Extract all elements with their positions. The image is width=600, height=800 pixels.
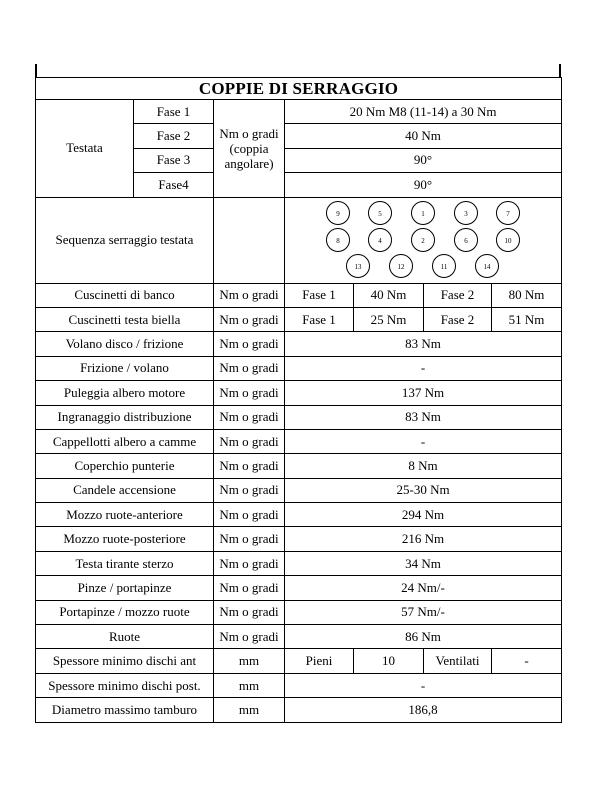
row-unit: Nm o gradi <box>214 332 285 356</box>
phase-value: 80 Nm <box>492 283 562 307</box>
vented-disc-label: Ventilati <box>424 649 492 673</box>
row-unit: Nm o gradi <box>214 381 285 405</box>
bolt-circle: 11 <box>432 254 456 278</box>
table-row <box>36 454 562 478</box>
table-row <box>36 332 562 356</box>
testata-value: 40 Nm <box>285 124 562 148</box>
bolt-circle: 3 <box>454 201 478 225</box>
row-label: Ruote <box>36 625 214 649</box>
table-row <box>36 551 562 575</box>
bolt-circle: 13 <box>346 254 370 278</box>
row-label: Cappellotti albero a camme <box>36 429 214 453</box>
row-value: - <box>285 356 562 380</box>
row-label: Spessore minimo dischi post. <box>36 673 214 697</box>
row-value: 24 Nm/- <box>285 576 562 600</box>
bolt-circle: 4 <box>368 228 392 252</box>
row-value: 8 Nm <box>285 454 562 478</box>
row-value: 86 Nm <box>285 625 562 649</box>
phase-value: 25 Nm <box>354 307 424 331</box>
row-label: Mozzo ruote-posteriore <box>36 527 214 551</box>
testata-value: 90° <box>285 148 562 172</box>
row-label: Mozzo ruote-anteriore <box>36 503 214 527</box>
row-value: 34 Nm <box>285 551 562 575</box>
table-row <box>36 600 562 624</box>
table-row <box>36 381 562 405</box>
table-row <box>36 356 562 380</box>
row-label: Pinze / portapinze <box>36 576 214 600</box>
row-value: - <box>285 673 562 697</box>
bolt-sequence-diagram <box>285 198 561 283</box>
row-unit: Nm o gradi <box>214 454 285 478</box>
table-row <box>36 478 562 502</box>
bolt-circle: 14 <box>475 254 499 278</box>
row-unit: Nm o gradi <box>214 551 285 575</box>
table-row <box>36 503 562 527</box>
sequence-diagram-cell <box>285 197 562 283</box>
row-unit: mm <box>214 649 285 673</box>
row-value: 294 Nm <box>285 503 562 527</box>
testata-unit: Nm o gradi (coppia angolare) <box>214 100 285 198</box>
row-unit: Nm o gradi <box>214 600 285 624</box>
sequence-row <box>36 197 562 283</box>
table-row <box>36 405 562 429</box>
drum-row <box>36 698 562 722</box>
table-row <box>36 527 562 551</box>
row-label: Coperchio punterie <box>36 454 214 478</box>
testata-value: 20 Nm M8 (11-14) a 30 Nm <box>285 100 562 124</box>
row-value: 216 Nm <box>285 527 562 551</box>
disc-rear-row <box>36 673 562 697</box>
bolt-circle: 2 <box>411 228 435 252</box>
bolt-circle: 1 <box>411 201 435 225</box>
row-label: Cuscinetti testa biella <box>36 307 214 331</box>
phase-label: Fase 2 <box>424 283 492 307</box>
sequence-label: Sequenza serraggio testata <box>36 197 214 283</box>
row-label: Spessore minimo dischi ant <box>36 649 214 673</box>
solid-disc-label: Pieni <box>285 649 354 673</box>
row-label: Portapinze / mozzo ruote <box>36 600 214 624</box>
table-title: COPPIE DI SERRAGGIO <box>36 78 562 100</box>
row-unit: Nm o gradi <box>214 405 285 429</box>
row-label: Ingranaggio distribuzione <box>36 405 214 429</box>
row-label: Diametro massimo tamburo <box>36 698 214 722</box>
bolt-circle: 5 <box>368 201 392 225</box>
solid-disc-value: 10 <box>354 649 424 673</box>
row-label: Candele accensione <box>36 478 214 502</box>
phase-value: 51 Nm <box>492 307 562 331</box>
row-label: Volano disco / frizione <box>36 332 214 356</box>
row-unit: Nm o gradi <box>214 307 285 331</box>
row-value: 25-30 Nm <box>285 478 562 502</box>
disc-front-row <box>36 649 562 673</box>
row-label: Cuscinetti di banco <box>36 283 214 307</box>
torque-table <box>35 77 562 723</box>
phase-label: Fase 1 <box>285 283 354 307</box>
row-label: Puleggia albero motore <box>36 381 214 405</box>
row-unit: Nm o gradi <box>214 576 285 600</box>
testata-phase: Fase 2 <box>134 124 214 148</box>
row-value: 83 Nm <box>285 332 562 356</box>
phase-value: 40 Nm <box>354 283 424 307</box>
row-unit: Nm o gradi <box>214 356 285 380</box>
sequence-unit <box>214 197 285 283</box>
phase-label: Fase 1 <box>285 307 354 331</box>
table-row <box>36 429 562 453</box>
row-value: 83 Nm <box>285 405 562 429</box>
row-unit: Nm o gradi <box>214 625 285 649</box>
row-value: 186,8 <box>285 698 562 722</box>
bolt-circle: 6 <box>454 228 478 252</box>
row-unit: Nm o gradi <box>214 503 285 527</box>
row-unit: Nm o gradi <box>214 429 285 453</box>
vented-disc-value: - <box>492 649 562 673</box>
bolt-circle: 12 <box>389 254 413 278</box>
testata-value: 90° <box>285 173 562 197</box>
bearing-row <box>36 283 562 307</box>
row-value: - <box>285 429 562 453</box>
bolt-circle: 10 <box>496 228 520 252</box>
table-row <box>36 576 562 600</box>
testata-phase: Fase4 <box>134 173 214 197</box>
testata-phase: Fase 3 <box>134 148 214 172</box>
row-unit: Nm o gradi <box>214 478 285 502</box>
table-row <box>36 625 562 649</box>
phase-label: Fase 2 <box>424 307 492 331</box>
right-border-stub <box>559 64 561 78</box>
row-label: Testa tirante sterzo <box>36 551 214 575</box>
row-unit: mm <box>214 698 285 722</box>
testata-row <box>36 100 562 124</box>
testata-label: Testata <box>36 100 134 198</box>
row-unit: Nm o gradi <box>214 527 285 551</box>
row-value: 57 Nm/- <box>285 600 562 624</box>
row-value: 137 Nm <box>285 381 562 405</box>
row-unit: Nm o gradi <box>214 283 285 307</box>
row-label: Frizione / volano <box>36 356 214 380</box>
title-row <box>36 78 562 100</box>
left-border-stub <box>35 64 37 78</box>
bolt-circle: 7 <box>496 201 520 225</box>
bolt-circle: 9 <box>326 201 350 225</box>
row-unit: mm <box>214 673 285 697</box>
testata-phase: Fase 1 <box>134 100 214 124</box>
bolt-circle: 8 <box>326 228 350 252</box>
bearing-row <box>36 307 562 331</box>
